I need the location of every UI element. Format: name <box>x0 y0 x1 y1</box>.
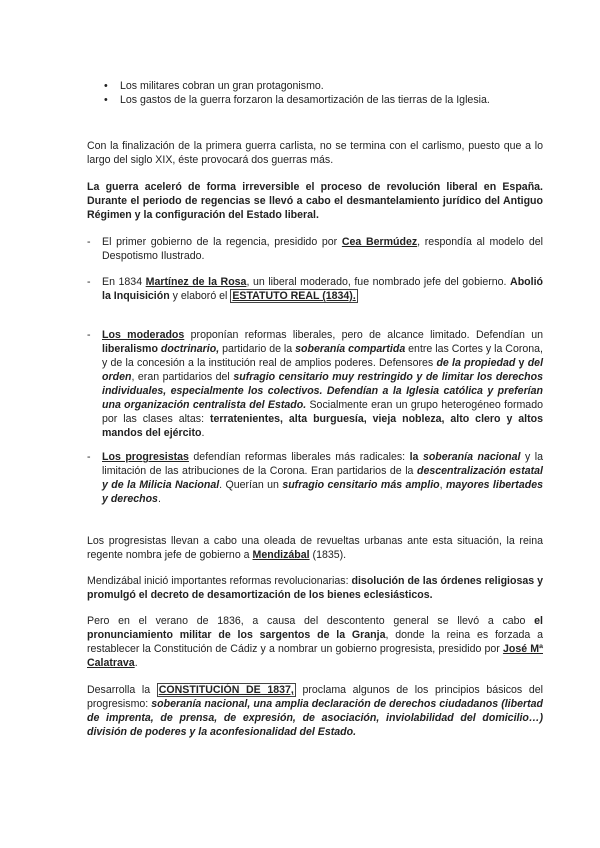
list-item-cea-bermudez <box>87 235 543 263</box>
mendizabal-name: Mendizábal <box>252 549 310 561</box>
dash-marker: - <box>87 329 91 341</box>
dash-marker: - <box>87 451 91 463</box>
constitucion-1837-title: CONSTITUCIÓN DE 1837, <box>158 684 294 696</box>
list-item-moderados <box>87 328 543 440</box>
list-item-text: En 1834 Martínez de la Rosa, un liberal moderado, fue nombrado jefe del gobierno. Abolió la Inquisición y elaboró el ESTATUTO REAL (1834). <box>102 276 543 302</box>
paragraph-revolucion-liberal: La guerra aceleró de forma irreversible el proceso de revolución liberal en España. Durante el periodo de regencias se llevó a cabo el desmantelamiento jurídico del Antiguo Régimen y la configuración del Estado liberal. <box>87 181 543 221</box>
bullet-icon: • <box>104 94 108 106</box>
paragraph-carlismo: Con la finalización de la primera guerra carlista, no se termina con el carlismo, puesto que a lo largo del siglo XIX, éste provocará dos guerras más. <box>87 140 543 166</box>
list-item-text: El primer gobierno de la regencia, presidido por Cea Bermúdez, respondía al modelo del Despotismo Ilustrado. <box>102 236 543 262</box>
bullet-text: Los militares cobran un gran protagonismo. <box>120 80 324 92</box>
list-item-text: Los moderados proponían reformas liberales, pero de alcance limitado. Defendían un liberalismo doctrinario, partidario de la soberanía compartida entre las Cortes y la Corona, y de la concesión a la institución real de amplios poderes. Defensores de la propiedad y del orden, eran partidarios del sufragio censitario muy restringido y de limitar los derechos individuales, especialmente los colectivos. Defendían a la Iglesia católica y preferían una organización centralista del Estado. Socialmente eran un grupo heterogéneo formado por las clases altas: terratenientes, alta burguesía, vieja nobleza, alto clero y altos mandos del ejército. <box>102 329 544 439</box>
dash-marker: - <box>87 276 91 288</box>
calatrava-name: José Mª Calatrava <box>87 643 543 669</box>
moderados-heading: Los moderados <box>102 329 185 341</box>
list-item-martinez-de-la-rosa <box>87 275 543 303</box>
dash-marker: - <box>87 236 91 248</box>
list-item-progresistas <box>87 450 543 506</box>
estatuto-real-title: ESTATUTO REAL (1834). <box>232 290 356 302</box>
paragraph-mendizabal-nombramiento: Los progresistas llevan a cabo una oleada de revueltas urbanas ante esta situación, la reina regente nombra jefe de gobierno a Mendizábal (1835). <box>87 535 543 561</box>
bullet-icon: • <box>104 80 108 92</box>
list-item-text: Los progresistas defendían reformas liberales más radicales: la soberanía nacional y la limitación de las atribuciones de la Corona. Eran partidarios de la descentralización estatal y de la Milicia Nacional. Querían un sufragio censitario más amplio, mayores libertades y derechos. <box>102 451 543 505</box>
paragraph-sargentos-granja: Pero en el verano de 1836, a causa del descontento general se llevó a cabo el pronunciamiento militar de los sargentos de la Granja, donde la reina es forzada a restablecer la Constitución de Cádiz y a nombrar un gobierno progresista, presidido por José Mª Calatrava. <box>87 615 543 669</box>
cea-bermudez-name: Cea Bermúdez <box>341 236 418 248</box>
progresistas-heading: Los progresistas <box>102 451 189 463</box>
bullet-text: Los gastos de la guerra forzaron la desamortización de las tierras de la Iglesia. <box>120 94 490 106</box>
paragraph-mendizabal-reformas: Mendizábal inició importantes reformas revolucionarias: disolución de las órdenes religiosas y promulgó el decreto de desamortización de los bienes eclesiásticos. <box>87 575 543 601</box>
paragraph-constitucion-1837: Desarrolla la CONSTITUCIÓN DE 1837, proclama algunos de los principios básicos del progresismo: soberanía nacional, una amplia declaración de derechos ciudadanos (libertad de imprenta, de prensa, de expresión, de asociación, inviolabilidad del domicilio…) división de poderes y la aconfesionalidad del Estado. <box>87 684 543 738</box>
martinez-de-la-rosa-name: Martínez de la Rosa <box>145 276 247 288</box>
